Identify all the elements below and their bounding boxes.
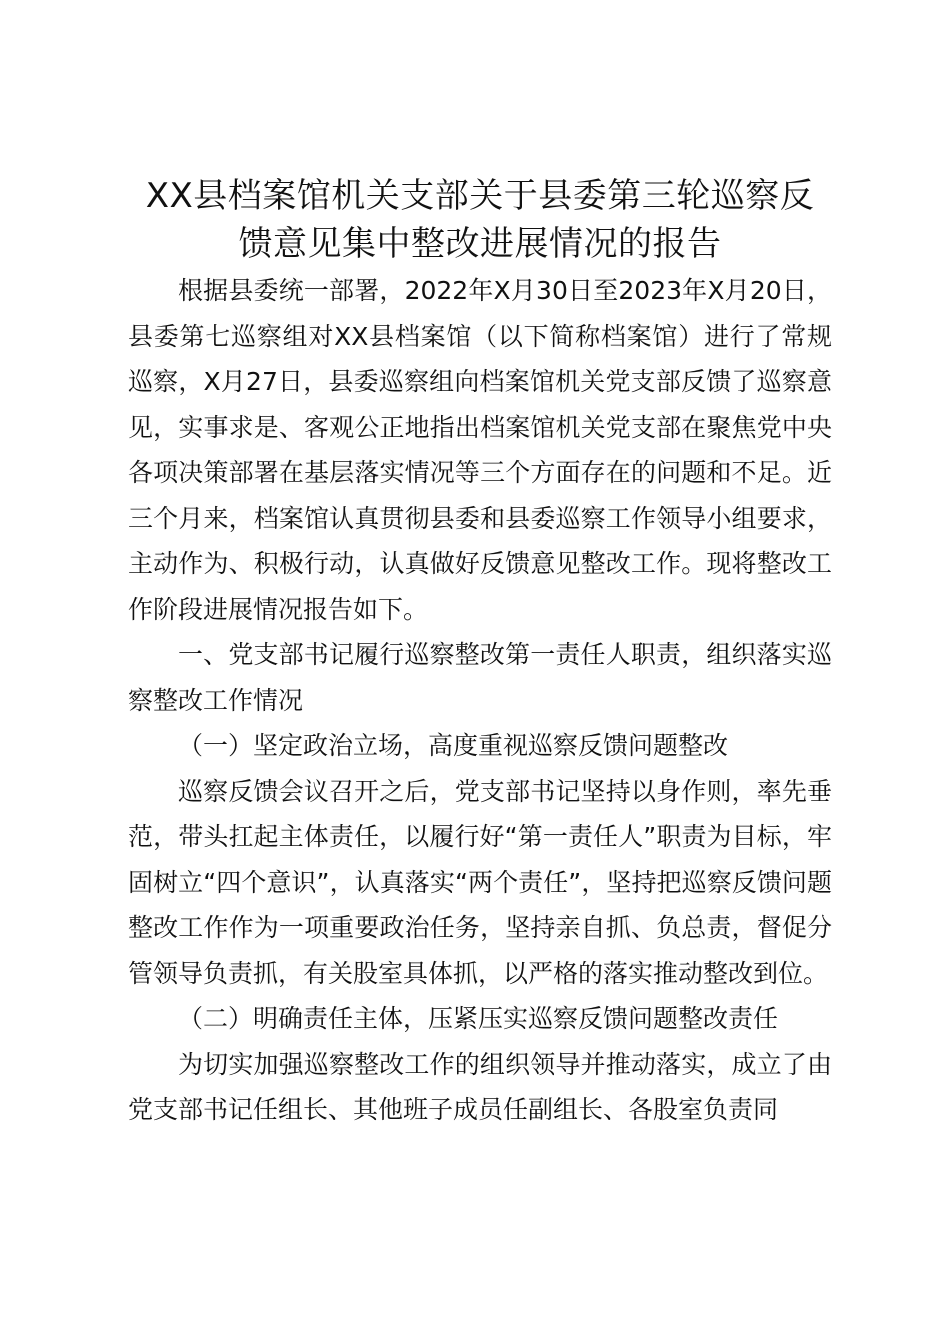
- title-line-2: 馈意见集中整改进展情况的报告: [238, 224, 722, 264]
- section-heading-1: 一、党支部书记履行巡察整改第一责任人职责，组织落实巡察整改工作情况: [128, 640, 832, 715]
- subsection-heading-1: （一）坚定政治立场，高度重视巡察反馈问题整改: [178, 731, 729, 760]
- document-body: [128, 172, 832, 1133]
- intro-paragraph: 根据县委统一部署，2022年X月30日至2023年X月20日，县委第七巡察组对XX县档案馆（以下简称档案馆）进行了常规巡察，X月27日，县委巡察组向档案馆机关党支部反馈了巡察意见，实事求是、客观公正地指出档案馆机关党支部在聚焦党中央各项决策部署在基层落实情况等三个方面存在的问题和不足。近三个月来，档案馆认真贯彻县委和县委巡察工作领导小组要求，主动作为、积极行动，认真做好反馈意见整改工作。现将整改工作阶段进展情况报告如下。: [128, 276, 832, 624]
- body-paragraph-2: 为切实加强巡察整改工作的组织领导并推动落实，成立了由党支部书记任组长、其他班子成员任副组长、各股室负责同: [128, 1049, 832, 1124]
- subsection-heading-2: （二）明确责任主体，压紧压实巡察反馈问题整改责任: [178, 1004, 779, 1033]
- title-line-1: XX县档案馆机关支部关于县委第三轮巡察反: [145, 176, 815, 216]
- body-paragraph-1: 巡察反馈会议召开之后，党支部书记坚持以身作则，率先垂范，带头扛起主体责任，以履行好“第一责任人”职责为目标，牢固树立“四个意识”，认真落实“两个责任”，坚持把巡察反馈问题整改工作作为一项重要政治任务，坚持亲自抓、负总责，督促分管领导负责抓，有关股室具体抓，以严格的落实推动整改到位。: [128, 776, 832, 988]
- document-title: [128, 172, 832, 268]
